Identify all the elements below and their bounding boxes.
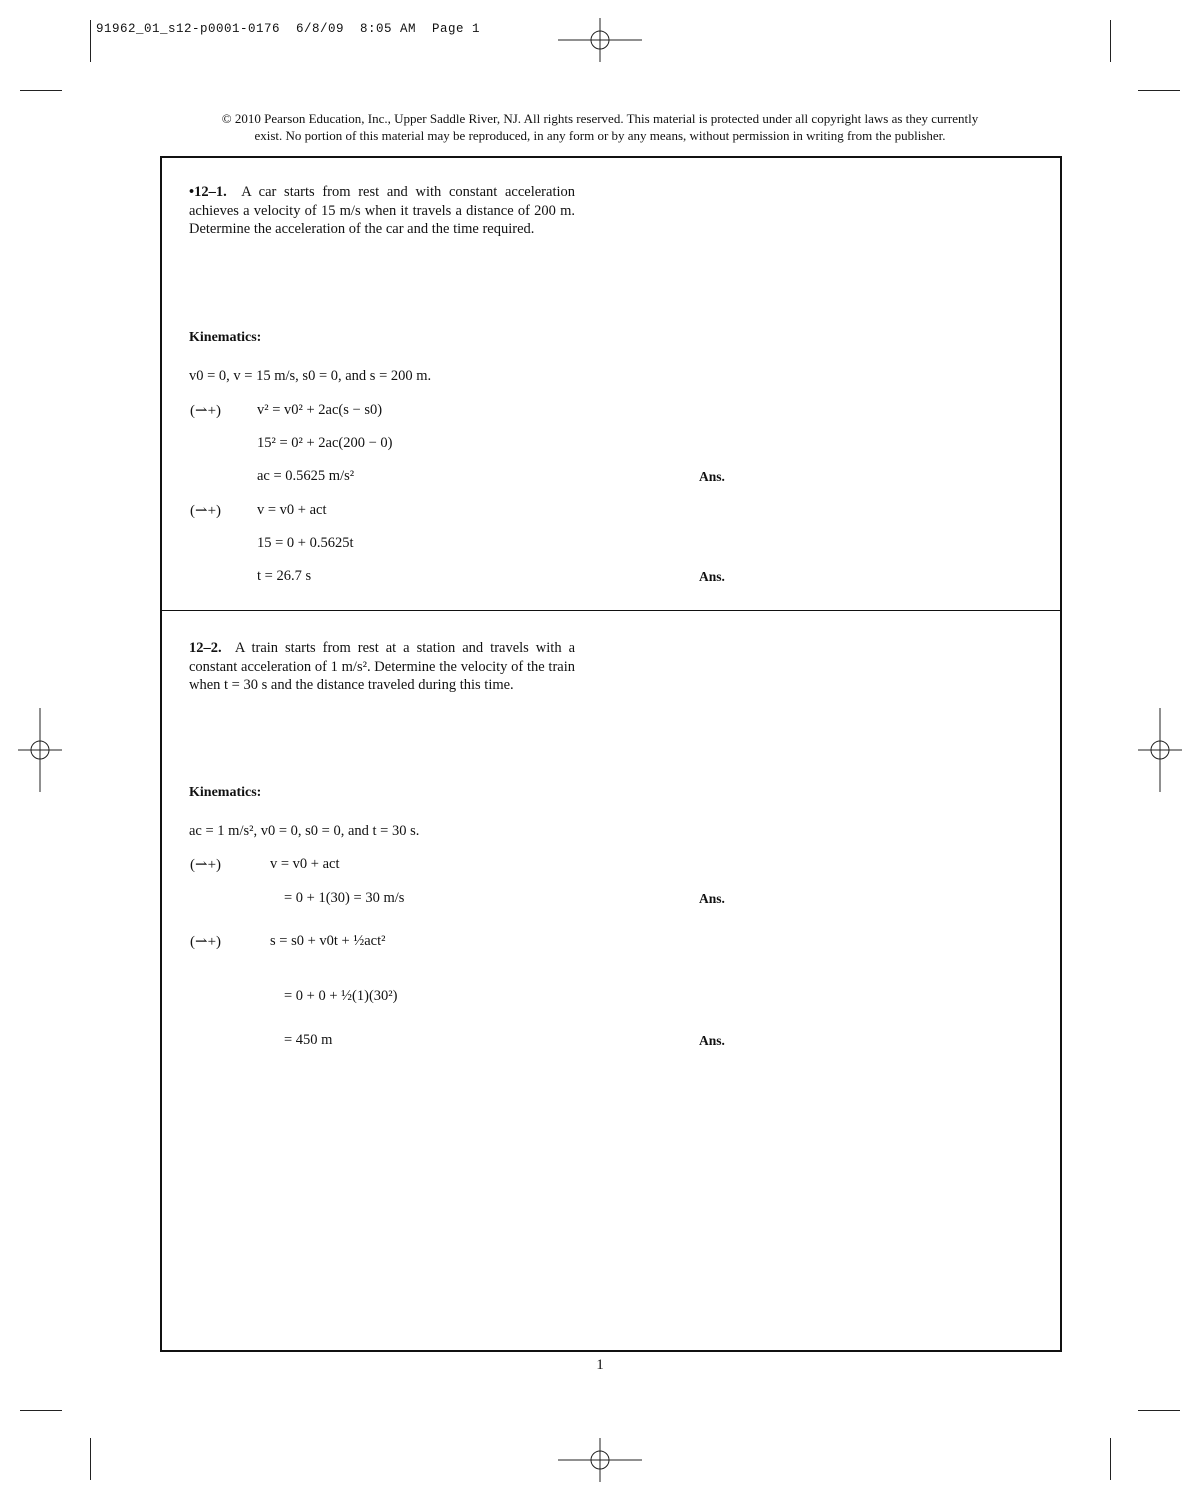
copyright-line-1: © 2010 Pearson Education, Inc., Upper Saddle River, NJ. All rights reserved. This material is protected under all copyright laws as they currently: [221, 111, 979, 126]
problem-12-1-eq-4: v = v0 + act: [257, 502, 327, 518]
problem-12-1-number: •12–1.: [189, 184, 227, 200]
registration-mark-top: [558, 18, 642, 62]
problem-12-1-eq-2: 15² = 0² + 2ac(200 − 0): [257, 435, 393, 451]
copyright-line-2: exist. No portion of this material may be reproduced, in any form or by any means, without permission in writing from the publisher.: [254, 128, 946, 143]
problem-12-1-text: A car starts from rest and with constant acceleration achieves a velocity of 15 m/s when it travels a distance of 200 m. Determine the acceleration of the car and the time required.: [189, 184, 575, 237]
problem-12-2-number: 12–2.: [189, 640, 222, 656]
registration-mark-right: [1138, 708, 1182, 792]
problem-12-1-heading: Kinematics:: [189, 330, 262, 345]
problem-12-1-statement: [189, 183, 575, 239]
content-frame: [160, 156, 1062, 1352]
problem-divider: [162, 610, 1060, 611]
problem-12-2-eq-2: = 0 + 1(30) = 30 m/s: [284, 890, 405, 906]
registration-mark-bottom: [558, 1438, 642, 1482]
problem-12-1-eq-1: v² = v0² + 2ac(s − s0): [257, 402, 383, 418]
problem-12-2-eq-1: v = v0 + act: [270, 856, 340, 872]
print-slug: 91962_01_s12-p0001-0176 6/8/09 8:05 AM Page 1: [96, 22, 481, 36]
copyright-notice: [150, 110, 1050, 144]
problem-12-1-eq-3: ac = 0.5625 m/s²: [257, 468, 355, 484]
problem-12-2-ans-1: Ans.: [699, 891, 725, 906]
registration-mark-left: [18, 708, 62, 792]
problem-12-1-direction-1: (⇀+): [190, 403, 222, 419]
problem-12-2-text: A train starts from rest at a station and travels with a constant acceleration of 1 m/s². Determine the velocity of the train when t = 30 s and the distance traveled during this time.: [189, 640, 576, 693]
problem-12-2-given: ac = 1 m/s², v0 = 0, s0 = 0, and t = 30 s.: [189, 823, 420, 839]
problem-12-2-heading: Kinematics:: [189, 785, 262, 800]
problem-12-1-direction-2: (⇀+): [190, 503, 222, 519]
problem-12-2-direction-1: (⇀+): [190, 857, 222, 873]
page-number: 1: [596, 1357, 604, 1373]
problem-12-2-eq-3: s = s0 + v0t + ½act²: [270, 933, 386, 949]
problem-12-2-statement: [189, 639, 575, 695]
problem-12-2-eq-5: = 450 m: [284, 1032, 333, 1048]
problem-12-2-ans-2: Ans.: [699, 1033, 725, 1048]
problem-12-1-eq-5: 15 = 0 + 0.5625t: [257, 535, 354, 551]
problem-12-1-eq-6: t = 26.7 s: [257, 568, 312, 584]
problem-12-1-ans-2: Ans.: [699, 569, 725, 584]
problem-12-1-ans-1: Ans.: [699, 469, 725, 484]
problem-12-2-eq-4: = 0 + 0 + ½(1)(30²): [284, 988, 398, 1004]
problem-12-1-given: v0 = 0, v = 15 m/s, s0 = 0, and s = 200 m.: [189, 368, 432, 384]
problem-12-2-direction-2: (⇀+): [190, 934, 222, 950]
